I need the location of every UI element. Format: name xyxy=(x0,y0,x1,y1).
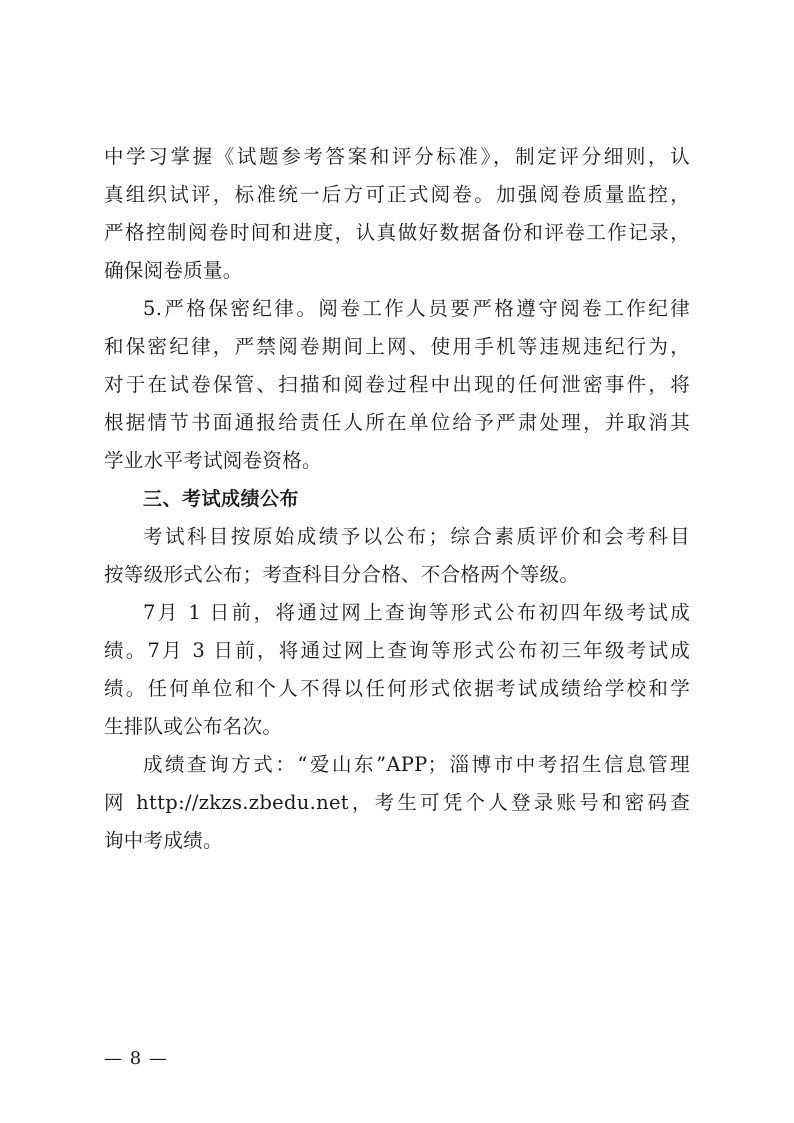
text-line: 7月 1 日前，将通过网上查询等形式公布初四年级考试成 xyxy=(143,601,690,624)
text-line: 真组织试评，标准统一后方可正式阅卷。加强阅卷质量监控， xyxy=(104,183,690,206)
text-line: 按等级形式公布；考查科目分合格、不合格两个等级。 xyxy=(104,563,580,586)
text-line: 对于在试卷保管、扫描和阅卷过程中出现的任何泄密事件，将 xyxy=(104,373,690,396)
text-line: 和保密纪律，严禁阅卷期间上网、使用手机等违规违纪行为， xyxy=(104,335,690,358)
page-number: — 8 — xyxy=(104,1048,168,1069)
text-line: 绩。7月 3 日前，将通过网上查询等形式公布初三年级考试成 xyxy=(104,639,690,662)
text-line: 网 http://zkzs.zbedu.net，考生可凭个人登录账号和密码查 xyxy=(104,791,690,814)
text-line: 确保阅卷质量。 xyxy=(104,259,243,282)
text-line: 成绩查询方式：“爱山东”APP；淄博市中考招生信息管理 xyxy=(143,753,690,776)
text-line: 生排队或公布名次。 xyxy=(104,715,283,738)
text-line: 严格控制阅卷时间和进度，认真做好数据备份和评卷工作记录， xyxy=(104,221,690,244)
text-line: 询中考成绩。 xyxy=(104,829,223,852)
text-line: 5.严格保密纪律。阅卷工作人员要严格遵守阅卷工作纪律 xyxy=(143,297,690,320)
section-heading: 三、考试成绩公布 xyxy=(143,488,300,510)
text-line: 考试科目按原始成绩予以公布；综合素质评价和会考科目 xyxy=(143,525,690,548)
text-line: 中学习掌握《试题参考答案和评分标准》，制定评分细则，认 xyxy=(104,145,690,168)
text-line: 学业水平考试阅卷资格。 xyxy=(104,449,322,472)
text-line: 绩。任何单位和个人不得以任何形式依据考试成绩给学校和学 xyxy=(104,677,690,700)
text-line: 根据情节书面通报给责任人所在单位给予严肃处理，并取消其 xyxy=(104,411,690,434)
